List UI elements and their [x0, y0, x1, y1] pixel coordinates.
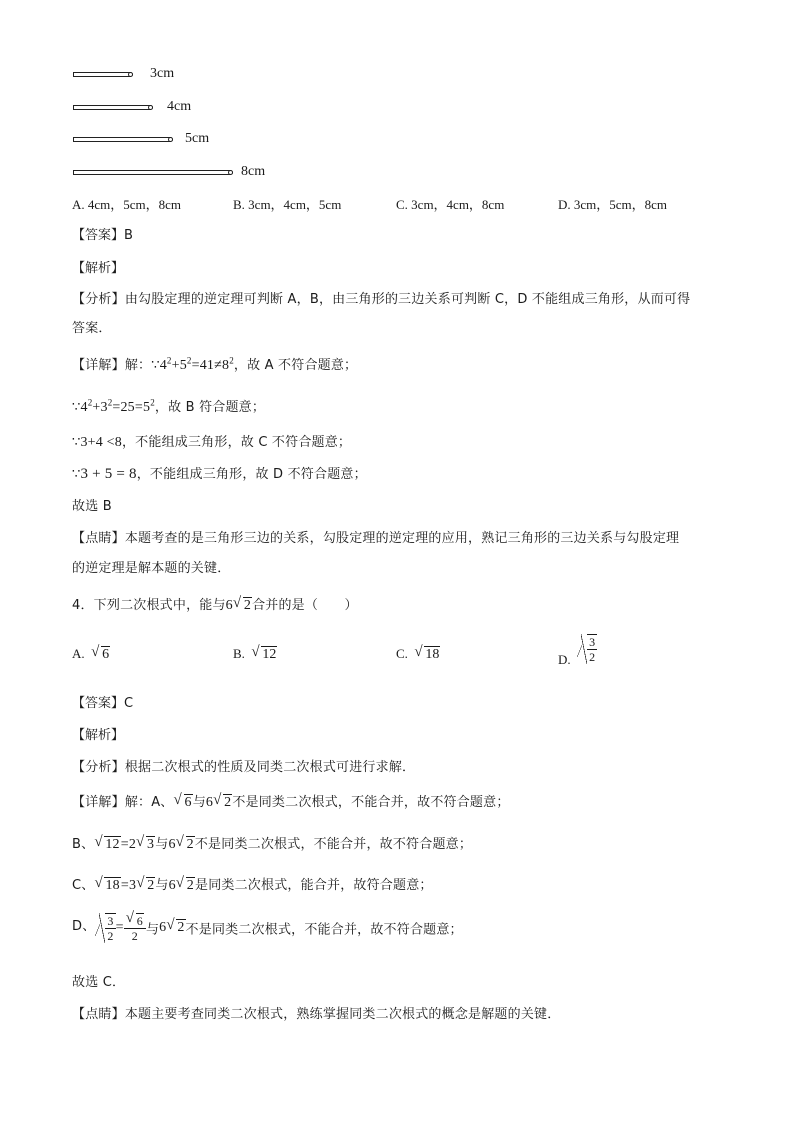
- math-root-3-over-2: $\frac{3}{2}$: [577, 634, 597, 664]
- connector: 与: [155, 837, 169, 852]
- answer-value: C: [124, 696, 134, 711]
- detail-text: 不是同类二次根式，不能合并，故不符合题意；: [194, 837, 473, 852]
- q3-option-a: A. 4cm，5cm，8cm: [72, 197, 182, 212]
- q3-analysis-tag: 【解析】: [72, 261, 125, 276]
- because-symbol: ∵: [72, 467, 81, 482]
- dianjing-tag: 【点睛】: [72, 531, 125, 546]
- connector: 与: [145, 922, 160, 938]
- detail-tag: 【详解】: [72, 358, 125, 373]
- dianjing-text: 本题主要考查同类二次根式，熟练掌握同类二次根式的概念是解题的关键．: [124, 1007, 561, 1022]
- math-root-6: √ 6: [174, 795, 193, 810]
- q3-answer: [72, 224, 133, 243]
- math-expr: $4^2+3^2=25=5^2$: [80, 397, 155, 415]
- q4-stem: [72, 594, 358, 614]
- option-letter: D.: [558, 651, 571, 667]
- detail-text: 不是同类二次根式，不能合并，故不符合题意；: [185, 922, 463, 938]
- q4-dianjing: [72, 1003, 560, 1022]
- stick-4cm: [73, 105, 153, 110]
- option-letter: B.: [233, 646, 245, 661]
- option-letter: A.: [72, 646, 85, 661]
- stick-5cm: [73, 137, 173, 142]
- math-six-root-two: 6√ 2: [168, 837, 194, 852]
- math-root-6: √ 6: [91, 647, 110, 662]
- q3-conclusion: 故选 B: [72, 499, 112, 514]
- math-root-18-eq: √ 18=3√ 2: [94, 878, 155, 893]
- stick-label-8cm: 8cm: [241, 164, 266, 179]
- q4-option-b: [233, 646, 277, 663]
- math-six-root-two: 6√ 2: [169, 878, 195, 893]
- math-expr: 3+4 <8: [80, 435, 122, 450]
- q4-detail-a: [72, 791, 510, 811]
- q3-option-d: D. 3cm，5cm，8cm: [558, 197, 668, 212]
- q3-detail-line3: [72, 431, 351, 451]
- q3-detail-line2: [72, 396, 265, 416]
- math-root-18: √ 18: [414, 647, 440, 662]
- detail-text: ，故 A 不符合题意；: [233, 358, 358, 373]
- answer-tag: 【答案】: [72, 696, 125, 711]
- q3-option-b: B. 3cm，4cm，5cm: [233, 197, 342, 212]
- q4-conclusion: 故选 C．: [72, 975, 126, 990]
- q4-option-c: [396, 646, 440, 663]
- detail-text: ，故 B 符合题意；: [154, 400, 266, 415]
- answer-value: B: [124, 228, 133, 243]
- q3-fenxi-line1: [72, 288, 690, 307]
- q4-detail-d: [72, 913, 463, 943]
- q4-answer: [72, 692, 133, 711]
- dianjing-text: 本题考查的是三角形三边的关系，勾股定理的逆定理的应用，熟记三角形的三边关系与勾股定理: [124, 531, 680, 546]
- fenxi-tag: 【分析】: [72, 760, 125, 775]
- fenxi-text: 根据二次根式的性质及同类二次根式可进行求解．: [124, 760, 416, 775]
- math-expr: 3 + 5 = 8: [80, 466, 137, 482]
- fenxi-tag: 【分析】: [72, 292, 125, 307]
- q4-option-d: [558, 634, 597, 667]
- stick-8cm: [73, 170, 233, 175]
- connector: 与: [192, 795, 206, 810]
- q3-dianjing-line2: 的逆定理是解本题的关键．: [72, 561, 231, 576]
- because-symbol: ∵: [72, 435, 81, 450]
- math-root-3-over-2: $\frac{3}{2}$: [95, 913, 115, 943]
- detail-text: ，不能组成三角形，故 C 不符合题意；: [121, 435, 352, 450]
- math-root-12: √ 12: [251, 647, 277, 662]
- connector: 与: [155, 878, 169, 893]
- math-root-12-eq: √ 12=2√ 3: [94, 837, 155, 852]
- math-equals: =: [115, 920, 124, 935]
- q4-option-a: [72, 646, 110, 663]
- q3-detail-line1: [72, 354, 357, 374]
- because-symbol: ∵: [72, 400, 81, 415]
- detail-prefix: 解：∵: [124, 358, 160, 373]
- stick-label-4cm: 4cm: [167, 99, 192, 114]
- math-six-root-two: 6√ 2: [159, 920, 185, 935]
- q4-detail-c: [72, 874, 433, 894]
- stick-label-5cm: 5cm: [185, 131, 210, 146]
- fenxi-text: 由勾股定理的逆定理可判断 A，B，由三角形的三边关系可判断 C，D 不能组成三角形，从而可得: [124, 292, 691, 307]
- q3-option-c: C. 3cm，4cm，8cm: [396, 197, 505, 212]
- math-six-root-two: 6√ 2: [226, 598, 252, 613]
- math-expr: $4^2+5^2=41\ne 8^2$: [159, 355, 234, 373]
- q3-fenxi-line2: 答案．: [72, 321, 112, 336]
- math-six-root-two: 6√ 2: [206, 795, 232, 810]
- line-label: D、: [72, 918, 96, 934]
- q4-stem-before: 4．下列二次根式中，能与: [72, 598, 226, 613]
- option-letter: C.: [396, 646, 408, 661]
- stick-3cm: [73, 72, 133, 77]
- q4-analysis-tag: 【解析】: [72, 728, 125, 743]
- detail-text: 是同类二次根式，能合并，故符合题意；: [195, 878, 433, 893]
- q4-fenxi: [72, 756, 415, 775]
- detail-text: ，不能组成三角形，故 D 不符合题意；: [136, 467, 367, 482]
- detail-tag: 【详解】: [72, 795, 125, 810]
- q4-stem-after: 合并的是（ ）: [252, 598, 358, 613]
- line-label: B、: [72, 837, 95, 852]
- stick-label-3cm: 3cm: [150, 66, 175, 81]
- detail-text: 不是同类二次根式，不能合并，故不符合题意；: [232, 795, 510, 810]
- q4-detail-b: [72, 833, 472, 853]
- line-label: 解：A、: [124, 795, 174, 810]
- q3-detail-line4: [72, 463, 367, 483]
- q3-dianjing-line1: [72, 527, 679, 546]
- answer-tag: 【答案】: [72, 228, 125, 243]
- math-root6-over-2: √ $\frac{6}{2}$: [124, 914, 146, 943]
- dianjing-tag: 【点睛】: [72, 1007, 125, 1022]
- line-label: C、: [72, 878, 95, 893]
